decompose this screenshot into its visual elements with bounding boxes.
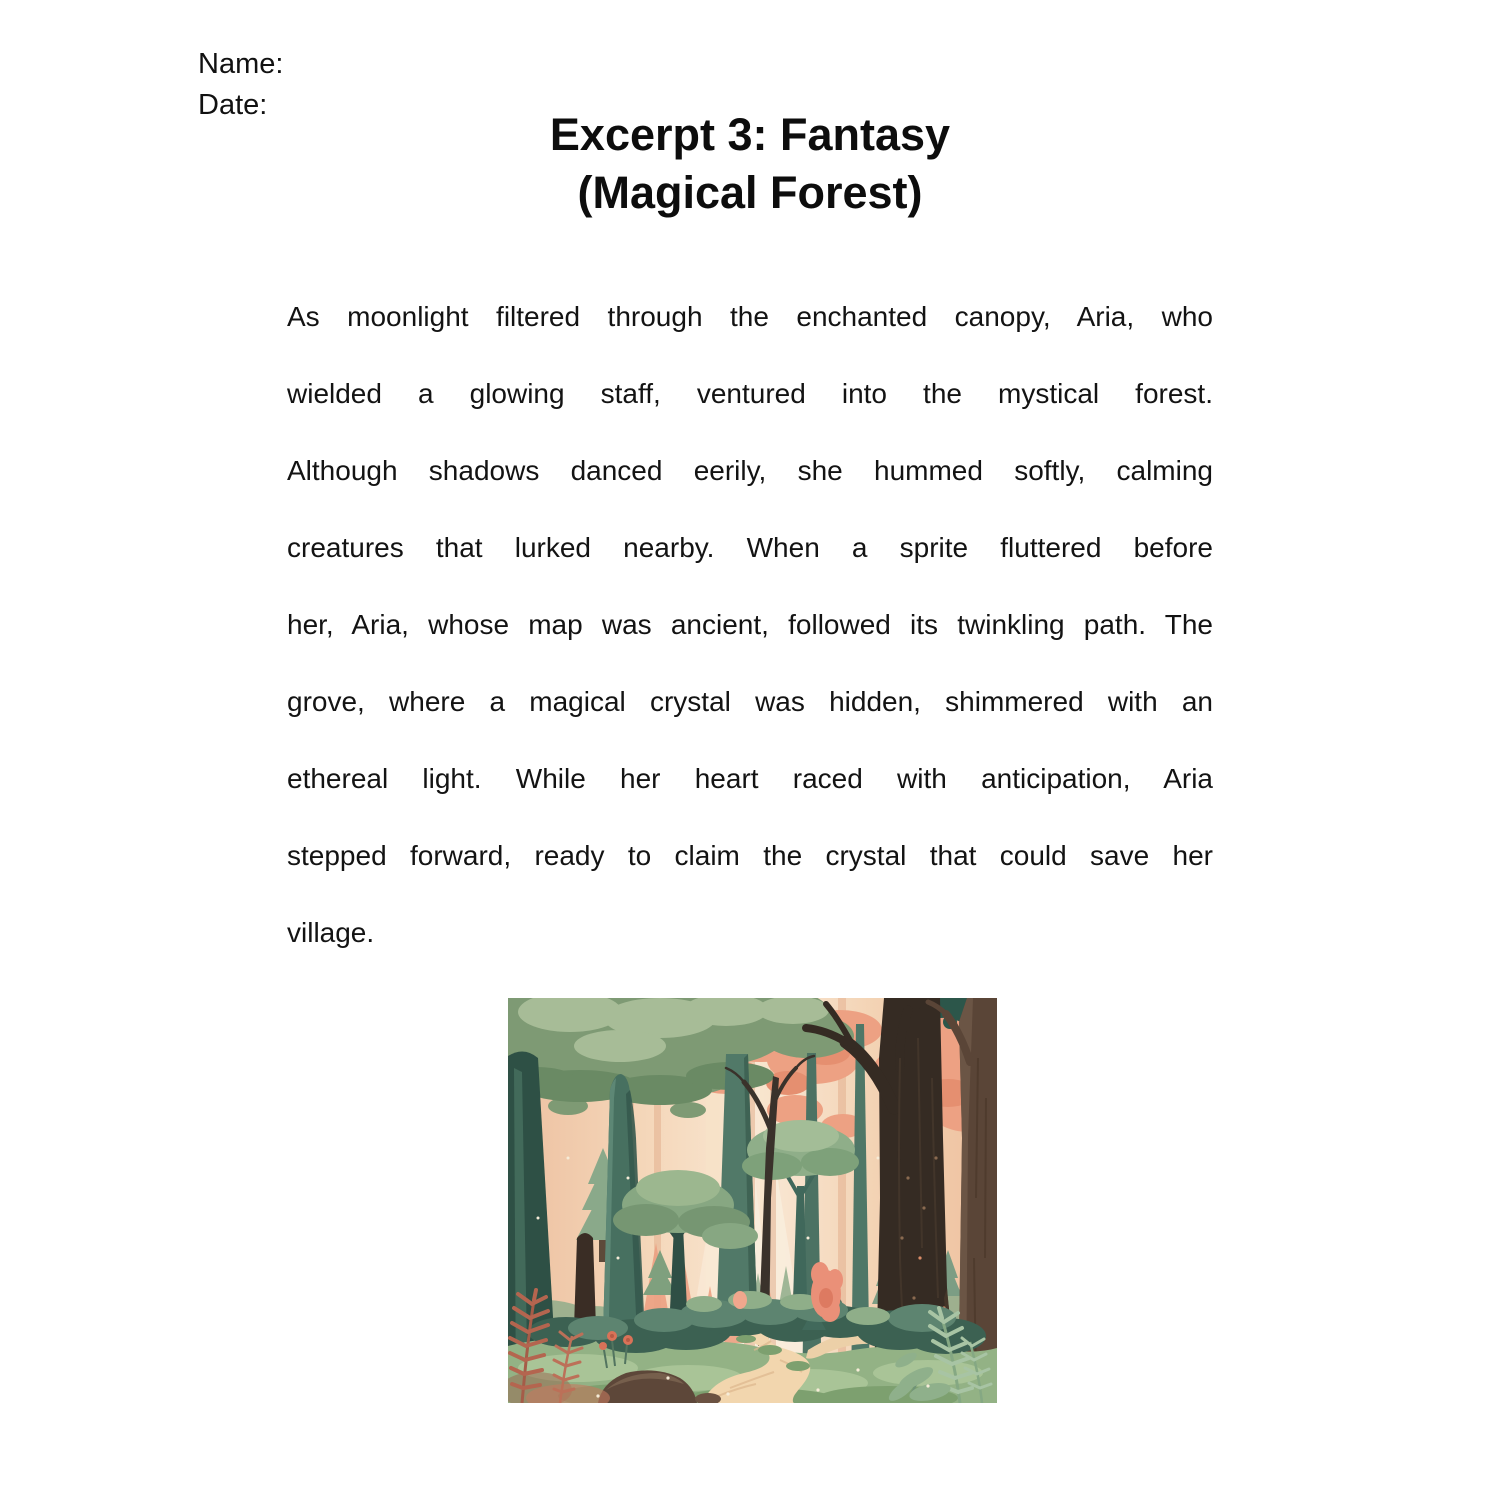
excerpt-line: stepped forward, ready to claim the crystal that could save her bbox=[287, 840, 1213, 871]
excerpt-line: wielded a glowing staff, ventured into the mystical forest. bbox=[287, 378, 1213, 409]
date-label: Date: bbox=[198, 89, 268, 121]
page-title bbox=[0, 106, 1500, 222]
forest-illustration bbox=[508, 998, 997, 1403]
excerpt-line: ethereal light. While her heart raced with anticipation, Aria bbox=[287, 763, 1213, 794]
forest-scene bbox=[508, 998, 997, 1403]
stump bbox=[574, 1233, 596, 1328]
excerpt-line: Although shadows danced eerily, she hummed softly, calming bbox=[287, 455, 1213, 486]
title-line-2: (Magical Forest) bbox=[577, 167, 923, 218]
excerpt-line: grove, where a magical crystal was hidden, shimmered with an bbox=[287, 686, 1213, 717]
excerpt-line: village. bbox=[287, 917, 375, 948]
excerpt-line: As moonlight filtered through the enchanted canopy, Aria, who bbox=[287, 301, 1213, 332]
excerpt-paragraph bbox=[287, 278, 1213, 971]
name-label: Name: bbox=[198, 48, 284, 80]
excerpt-line: creatures that lurked nearby. When a sprite fluttered before bbox=[287, 532, 1213, 563]
title-line-1: Excerpt 3: Fantasy bbox=[549, 109, 951, 160]
excerpt-line: her, Aria, whose map was ancient, followed its twinkling path. The bbox=[287, 609, 1213, 640]
